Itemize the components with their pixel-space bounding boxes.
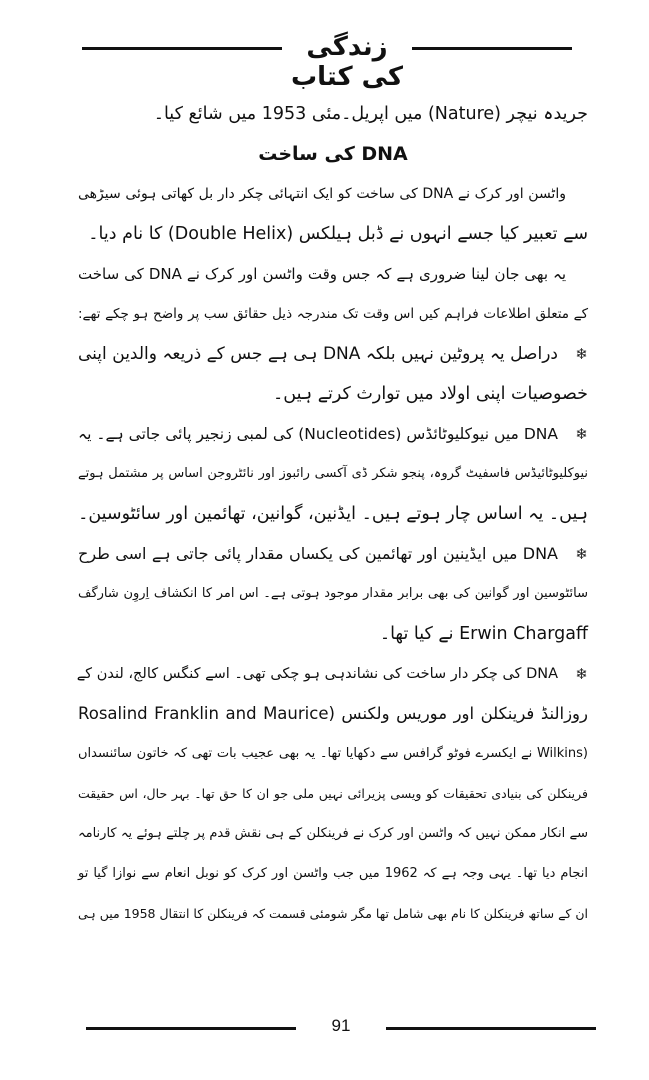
bullet-text: DNA کی چکر دار ساخت کی نشاندہی ہو چکی تھی۔ اسے کنگس کالج، لندن کے [76,666,558,682]
text-line: سے تعبیر کیا جسے انہوں نے ڈبل ہیلکس (Double Helix) کا نام دیا۔ [88,224,588,244]
footer-rule-left [86,1027,296,1030]
text-line: سے انکار ممکن نہیں کہ واٹسن اور کرک نے فرینکلن کے ہی نقش قدم پر چلتے ہوئے یہ کارنامہ [78,826,588,841]
snowflake-icon: ❄ [575,665,588,683]
text-line: ہیں۔ یہ اساس چار ہوتے ہیں۔ ایڈنین، گوانین، تھائمین اور سائٹوسین۔ [78,504,588,524]
intro-line: جریدہ نیچر (Nature) میں اپریل۔مئی 1953 میں شائع کیا۔ [153,104,588,124]
page-body [78,94,588,934]
text-line: ان کے ساتھ فرینکلن کا نام بھی شامل تھا مگر شومئی قسمت کہ فرینکلن کا انتقال 1958 میں ہی [78,906,588,921]
paragraph-1 [78,174,588,254]
text-line: (Wilkins نے ایکسرے فوٹو گرافس سے دکھایا تھا۔ یہ بھی عجیب بات تھی کہ خاتون سائنسداں [78,746,588,761]
bullet-item-3 [78,534,588,654]
text-line: انجام دیا تھا۔ یہی وجہ ہے کہ 1962 میں جب واٹسن اور کرک کو نوبل انعام سے نوازا گیا تو [78,866,588,881]
paragraph-2 [78,254,588,334]
text-line [78,334,588,374]
text-line: خصوصیات اپنی اولاد میں توارث کرتے ہیں۔ [273,384,588,404]
text-line: سائٹوسین اور گوانین کی بھی برابر مقدار موجود ہوتی ہے۔ اس امر کا انکشاف اِروِن شارگف [78,586,588,601]
text-line: روزالنڈ فرینکلن اور موریس ولکنس (Rosalind Franklin and Maurice [78,704,588,723]
text-line: فرینکلن کی بنیادی تحقیقات کو ویسی پزیرائی نہیں ملی جو ان کا حق تھا۔ بہر حال، اس حقیقت [78,786,588,801]
page-footer [86,1016,596,1046]
page-number: 91 [331,1016,351,1035]
text-line: کے متعلق اطلاعات فراہم کیں اس وقت تک مندرجہ ذیل حقائق سب پر واضح ہو چکے تھے: [78,306,588,322]
text-line: نیوکلیوٹائیڈس فاسفیٹ گروہ، پنجو شکر ڈی آکسی رائبوز اور نائٹروجن اساس پر مشتمل ہوتے [78,466,588,481]
section-heading: DNA کی ساخت [258,143,408,165]
bullet-text: DNA میں نیوکلیوٹائڈس (Nucleotides) کی لمبی زنجیر پائی جاتی ہے۔ یہ [78,425,558,443]
text-line: یہ بھی جان لینا ضروری ہے کہ جس وقت واٹسن اور کرک نے DNA کی ساخت [78,265,566,283]
text-line [78,414,588,454]
header-rule-right [412,47,572,50]
snowflake-icon: ❄ [575,425,588,443]
text-line: واٹسن اور کرک نے DNA کی ساخت کو ایک انتہائی چکر دار بل کھاتی ہوئی سیڑھی [78,186,566,202]
running-title: زندگی کی کتاب [290,32,404,92]
page-header [82,28,572,92]
bullet-item-2 [78,414,588,534]
text-line [78,654,588,694]
footer-rule-right [386,1027,596,1030]
snowflake-icon: ❄ [575,545,588,563]
text-line: Erwin Chargaff نے کیا تھا۔ [379,624,588,644]
bullet-text: DNA میں ایڈینین اور تھائمین کی یکساں مقدار پائی جاتی ہے اسی طرح [78,544,558,563]
bullet-item-1 [78,334,588,414]
header-rule-left [82,47,282,50]
bullet-text: دراصل یہ پروٹین نہیں بلکہ DNA ہی ہے جس کے ذریعہ والدین اپنی [78,344,558,364]
text-line [78,534,588,574]
snowflake-icon: ❄ [575,345,588,363]
bullet-item-4 [78,654,588,934]
